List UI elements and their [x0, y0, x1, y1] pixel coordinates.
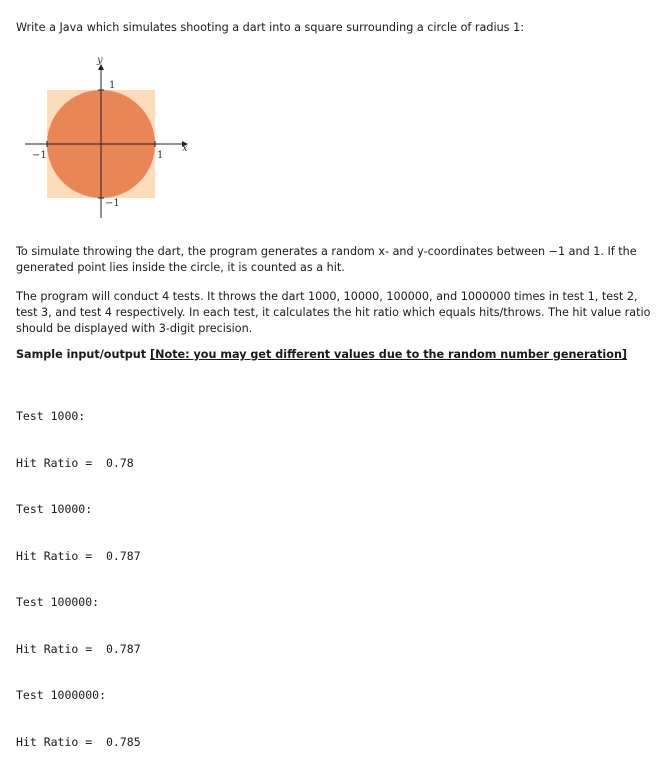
- sample-note: [Note: you may get different values due to the random number generation]: [150, 348, 628, 361]
- sample-heading: [16, 347, 627, 363]
- output-line: Hit Ratio = 0.787: [16, 641, 141, 656]
- tick-top-label: 1: [109, 80, 116, 91]
- paragraph-simulation: To simulate throwing the dart, the program generates a random x- and y-coordinates between −1 and 1. If the generated point lies inside the circle, it is counted as a hit.: [16, 245, 637, 274]
- output-line: Test 100000:: [16, 595, 100, 609]
- output-line: Hit Ratio = 0.78: [16, 455, 134, 470]
- output-line: Hit Ratio = 0.787: [16, 548, 141, 563]
- dart-circle-figure: [20, 52, 200, 232]
- sample-label: Sample input/output: [16, 348, 147, 361]
- output-line: Test 10000:: [16, 502, 93, 516]
- tick-left-label: −1: [32, 150, 47, 161]
- y-axis-label: y: [97, 55, 103, 66]
- tick-bottom-label: −1: [105, 198, 120, 209]
- output-line: Test 1000:: [16, 409, 86, 423]
- x-axis-label: x: [182, 143, 188, 154]
- tick-right-label: 1: [157, 150, 164, 161]
- output-line: Hit Ratio = 0.785: [16, 734, 141, 749]
- sample-output: [16, 378, 141, 766]
- paragraph-tests: The program will conduct 4 tests. It throws the dart 1000, 10000, 100000, and 1000000 times in test 1, test 2, test 3, and test 4 respectively. In each test, it calculates the hit ratio which equals hits/throws. The hit value ratio should be displayed with 3-digit precision.: [16, 290, 651, 335]
- output-line: Test 1000000:: [16, 688, 107, 702]
- intro-text: Write a Java which simulates shooting a dart into a square surrounding a circle of radius 1:: [16, 21, 524, 34]
